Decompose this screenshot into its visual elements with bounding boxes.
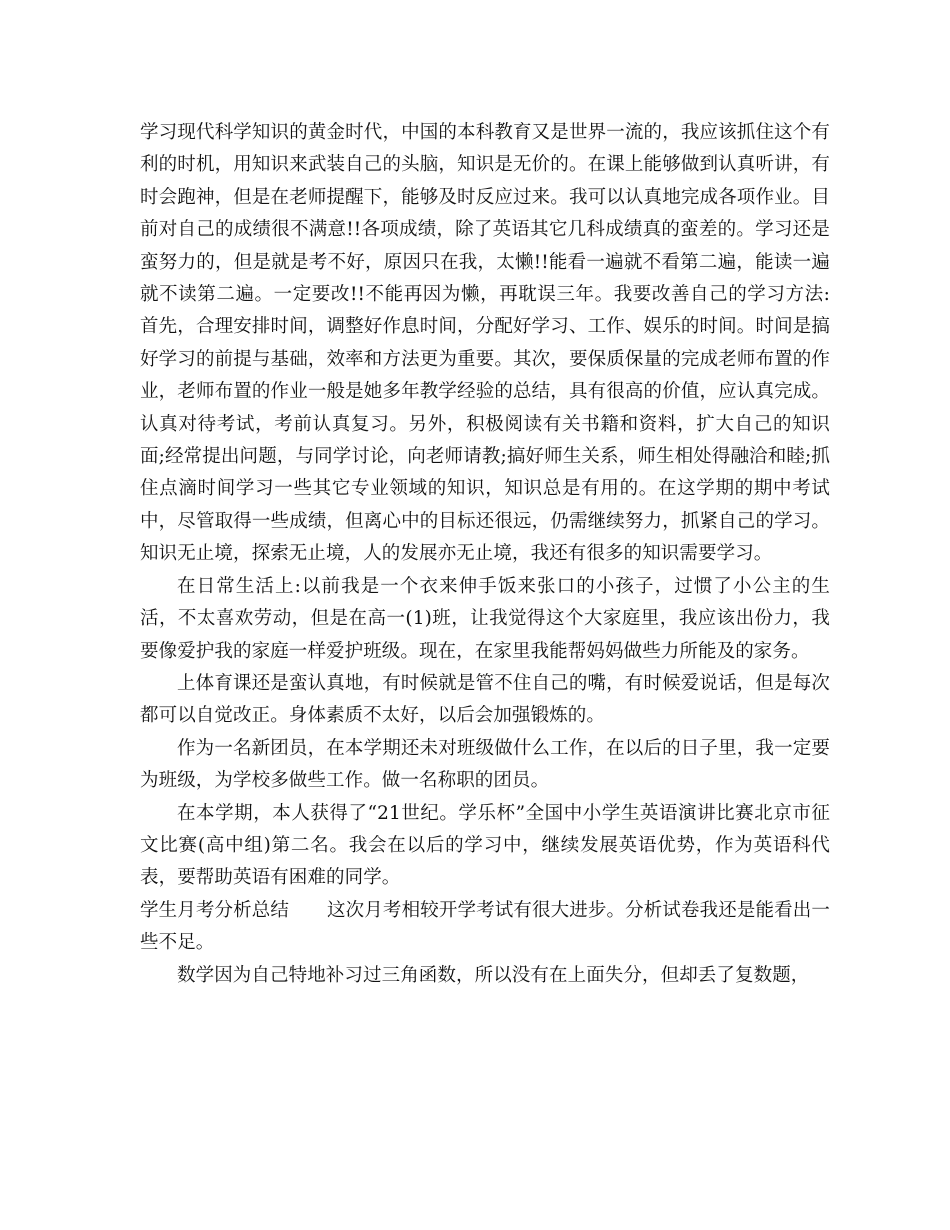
paragraph-award: 在本学期，本人获得了“21世纪。学乐杯”全国中小学生英语演讲比赛北京市征文比赛(高中组)第二名。我会在以后的学习中，继续发展英语优势，作为英语科代表，要帮助英语有困难的同学。 bbox=[140, 802, 830, 889]
document-body bbox=[140, 117, 830, 992]
paragraph-section-intro bbox=[140, 895, 830, 960]
section-intro-text: 这次月考相较开学考试有很大进步。分析试卷我还是能看出一些不足。 bbox=[140, 899, 831, 954]
paragraph-math: 数学因为自己特地补习过三角函数，所以没有在上面失分，但却丢了复数题， bbox=[177, 964, 810, 986]
paragraph-league-member: 作为一名新团员，在本学期还未对班级做什么工作，在以后的日子里，我一定要为班级，为学校多做些工作。做一名称职的团员。 bbox=[140, 737, 830, 792]
paragraph-study: 学习现代科学知识的黄金时代，中国的本科教育又是世界一流的，我应该抓住这个有利的时机，用知识来武装自己的头脑，知识是无价的。在课上能够做到认真听讲，有时会跑神，但是在老师提醒下，能够及时反应过来。我可以认真地完成各项作业。目前对自己的成绩很不满意!!各项成绩，除了英语其它几科成绩真的蛮差的。学习还是蛮努力的，但是就是考不好，原因只在我，太懒!!能看一遍就不看第二遍，能读一遍就不读第二遍。一定要改!!不能再因为懒，再耽误三年。我要改善自己的学习方法:首先，合理安排时间，调整好作息时间，分配好学习、工作、娱乐的时间。时间是搞好学习的前提与基础，效率和方法更为重要。其次，要保质保量的完成老师布置的作业，老师布置的作业一般是她多年教学经验的总结，具有很高的价值，应认真完成。认真对待考试，考前认真复习。另外，积极阅读有关书籍和资料，扩大自己的知识面;经常提出问题，与同学讨论，向老师请教;搞好师生关系，师生相处得融洽和睦;抓住点滴时间学习一些其它专业领域的知识，知识总是有用的。在这学期的期中考试中，尽管取得一些成绩，但离心中的目标还很远，仍需继续努力，抓紧自己的学习。知识无止境，探索无止境，人的发展亦无止境，我还有很多的知识需要学习。 bbox=[140, 122, 830, 565]
section-heading: 学生月考分析总结 bbox=[140, 899, 290, 921]
paragraph-pe-class: 上体育课还是蛮认真地，有时候就是管不住自己的嘴，有时候爱说话，但是每次都可以自觉改正。身体素质不太好，以后会加强锻炼的。 bbox=[140, 672, 830, 727]
paragraph-daily-life: 在日常生活上:以前我是一个衣来伸手饭来张口的小孩子，过惯了小公主的生活，不太喜欢劳动，但是在高一(1)班，让我觉得这个大家庭里，我应该出份力，我要像爱护我的家庭一样爱护班级。现在，在家里我能帮妈妈做些力所能及的家务。 bbox=[140, 575, 830, 662]
